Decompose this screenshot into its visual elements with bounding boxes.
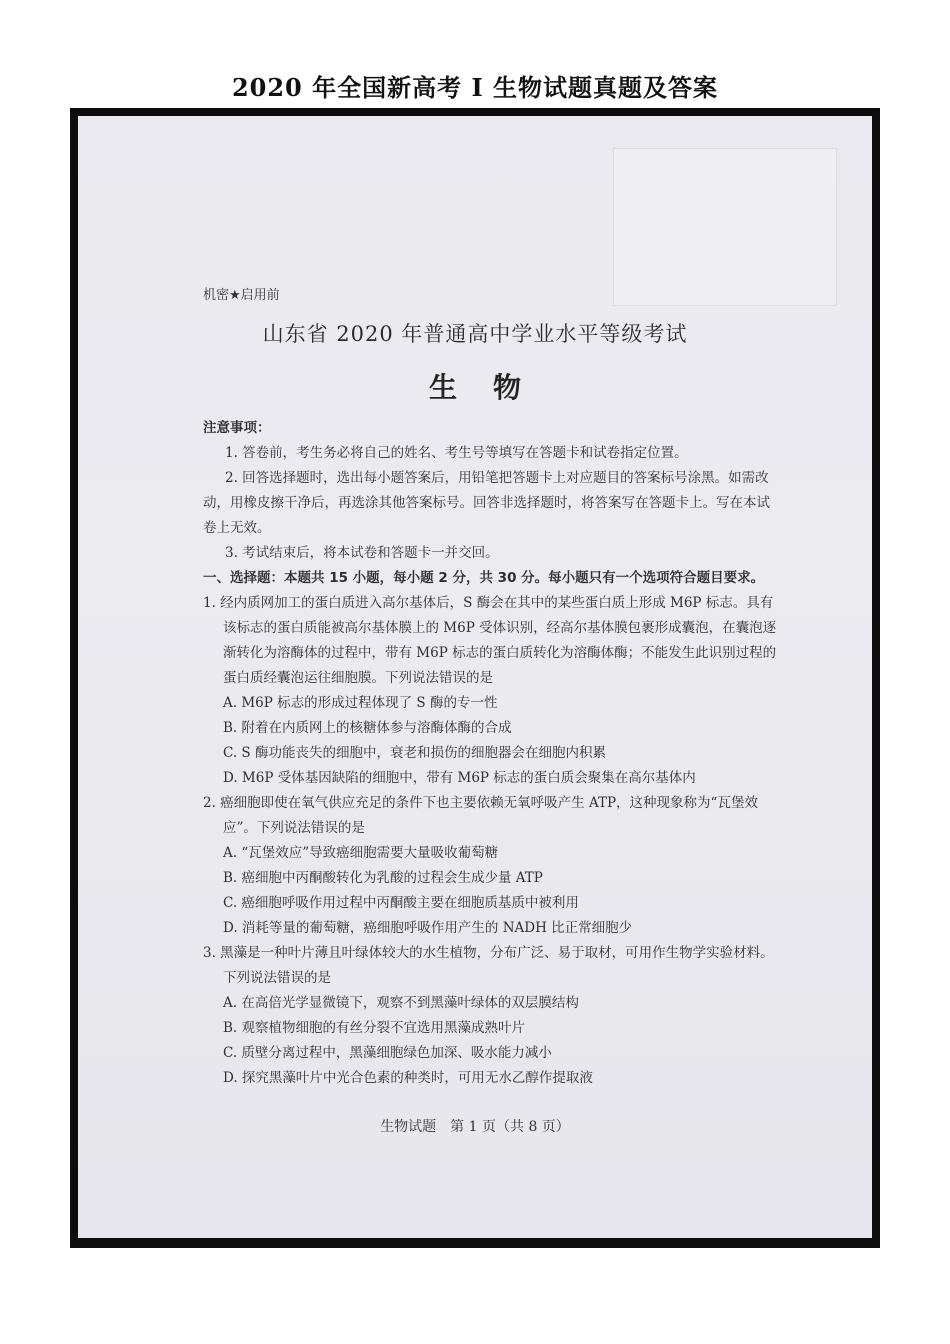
option-a: A. “瓦堡效应”导致癌细胞需要大量吸收葡萄糖 [223,845,499,861]
scanned-page-photo [70,108,880,1248]
section-heading: 一、选择题：本题共 15 小题，每小题 2 分，共 30 分。每小题只有一个选项符合题目要求。 [203,570,765,586]
option-d: D. 消耗等量的葡萄糖，癌细胞呼吸作用产生的 NADH 比正常细胞少 [223,920,633,936]
option-c: C. 质壁分离过程中，黑藻细胞绿色加深、吸水能力减小 [223,1045,552,1061]
question-stem: 1. 经内质网加工的蛋白质进入高尔基体后，S 酶会在其中的某些蛋白质上形成 M6P 标志。具有该标志的蛋白质能被高尔基体膜上的 M6P 受体识别，经高尔基体膜包裹形成囊泡，在囊泡逐渐转化为溶酶体的过程中，带有 M6P 标志的蛋白质转化为溶酶体酶；不能发生此识别过程的蛋白质经囊泡运往细胞膜。下列说法错误的是 [203,595,777,686]
question-1 [203,591,783,791]
page-footer: 生物试题 第 1 页（共 8 页） [380,1119,570,1135]
redacted-area [613,148,837,306]
option-c: C. S 酶功能丧失的细胞中，衰老和损伤的细胞器会在细胞内积累 [223,745,606,761]
option-b: B. 癌细胞中丙酮酸转化为乳酸的过程会生成少量 ATP [223,870,543,886]
option-a: A. M6P 标志的形成过程体现了 S 酶的专一性 [223,695,498,711]
note-item: 1. 答卷前，考生务必将自己的姓名、考生号等填写在答题卡和试卷指定位置。 [225,445,688,461]
option-b: B. 观察植物细胞的有丝分裂不宜选用黑藻成熟叶片 [223,1020,526,1036]
option-b: B. 附着在内质网上的核糖体参与溶酶体酶的合成 [223,720,512,736]
option-d: D. M6P 受体基因缺陷的细胞中，带有 M6P 标志的蛋白质会聚集在高尔基体内 [223,770,696,786]
note-item: 3. 考试结束后，将本试卷和答题卡一并交回。 [225,545,499,561]
question-2 [203,791,783,941]
option-d: D. 探究黑藻叶片中光合色素的种类时，可用无水乙醇作提取液 [223,1070,593,1086]
document-title: 2020 年全国新高考 I 生物试题真题及答案 [231,73,719,102]
question-stem: 2. 癌细胞即使在氧气供应充足的条件下也主要依赖无氧呼吸产生 ATP，这种现象称为“瓦堡效应”。下列说法错误的是 [203,795,758,836]
option-a: A. 在高倍光学显微镜下，观察不到黑藻叶绿体的双层膜结构 [223,995,579,1011]
secret-label: 机密★启用前 [203,288,280,303]
exam-paper [78,116,872,1238]
subject-title: 生物 [428,371,557,404]
question-3 [203,941,783,1091]
exam-title: 山东省 2020 年普通高中学业水平等级考试 [262,322,688,346]
exam-content [203,416,783,1091]
note-item: 2. 回答选择题时，选出每小题答案后，用铅笔把答题卡上对应题目的答案标号涂黑。如需改动，用橡皮擦干净后，再选涂其他答案标号。回答非选择题时，将答案写在答题卡上。写在本试卷上无效。 [203,470,770,536]
question-stem: 3. 黑藻是一种叶片薄且叶绿体较大的水生植物，分布广泛、易于取材，可用作生物学实验材料。下列说法错误的是 [203,945,774,986]
notes-heading: 注意事项： [203,420,271,436]
option-c: C. 癌细胞呼吸作用过程中丙酮酸主要在细胞质基质中被利用 [223,895,579,911]
